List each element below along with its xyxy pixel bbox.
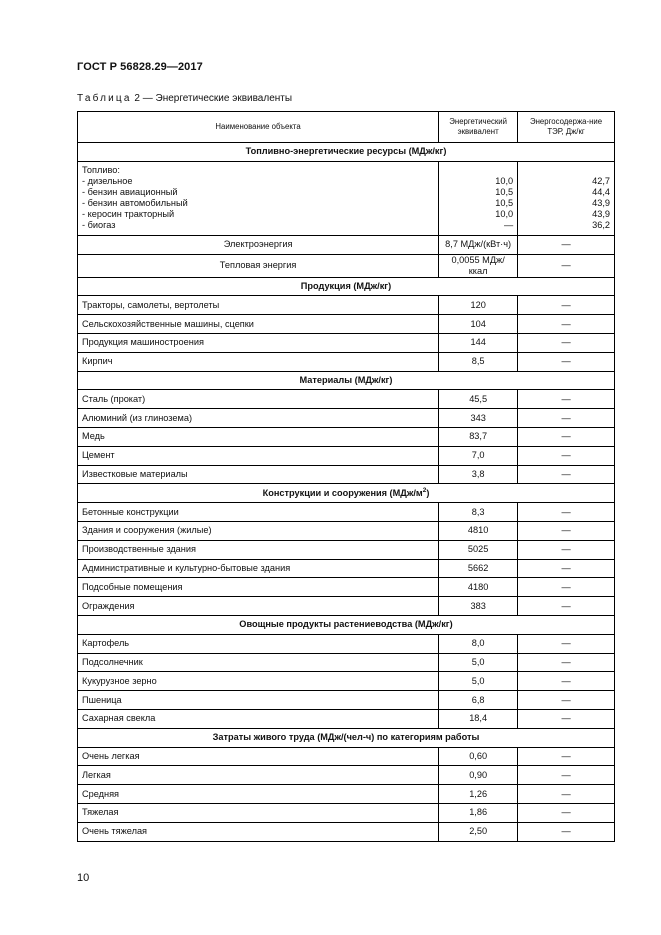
table-row [78,296,615,315]
row-equivalent: 5,0 [439,653,518,672]
page-number: 10 [77,872,90,884]
section-row-products [78,277,615,296]
section-title-text: Конструкции и сооружения (МДж/м [262,487,423,498]
table-row-fuel [78,161,615,235]
row-energy: — [518,465,615,484]
row-equivalent: 83,7 [439,427,518,446]
row-energy: — [518,352,615,371]
table-row [78,785,615,804]
fuel-equivalent: — [503,219,514,230]
row-equivalent: 343 [439,409,518,428]
row-name: Цемент [78,446,439,465]
row-energy: — [518,254,615,277]
table-row [78,578,615,597]
fuel-equivalent: 10,0 [495,175,514,186]
row-name: Пшеница [78,691,439,710]
row-equivalent: 104 [439,315,518,334]
row-equivalent: 144 [439,333,518,352]
row-name: Медь [78,427,439,446]
row-energy: — [518,559,615,578]
section-title: Продукция (МДж/кг) [78,277,615,296]
section-title: Топливно-энергетические ресурсы (МДж/кг) [78,143,615,162]
row-energy: — [518,235,615,254]
table-header-row [78,112,615,143]
table-row [78,409,615,428]
row-energy: — [518,521,615,540]
row-energy: — [518,709,615,728]
row-name: Сталь (прокат) [78,390,439,409]
row-energy: — [518,427,615,446]
table-row [78,465,615,484]
caption-text: 2 — Энергетические эквиваленты [131,93,293,104]
fuel-equivalents-cell [439,161,518,235]
table-row [78,521,615,540]
row-energy: — [518,540,615,559]
table-row [78,747,615,766]
caption-label: Таблица [77,93,132,104]
section-title: Овощные продукты растениеводства (МДж/кг) [78,615,615,634]
row-name: Здания и сооружения (жилые) [78,521,439,540]
row-energy: — [518,747,615,766]
row-name: Сельскохозяйственные машины, сцепки [78,315,439,334]
table-row [78,390,615,409]
document-header: ГОСТ Р 56828.29—2017 [77,61,203,73]
row-energy: — [518,766,615,785]
row-equivalent: 4180 [439,578,518,597]
table-row [78,503,615,522]
row-equivalent: 5025 [439,540,518,559]
column-header-equivalent: Энергетический эквивалент [439,112,518,143]
fuel-name: - керосин тракторный [82,208,175,219]
table-row [78,822,615,841]
column-header-energy: Энергосодержа-ние ТЭР, Дж/кг [518,112,615,143]
row-name: Бетонные конструкции [78,503,439,522]
row-name: Кирпич [78,352,439,371]
row-equivalent: 2,50 [439,822,518,841]
row-equivalent: 8,7 МДж/(кВт·ч) [439,235,518,254]
row-name: Тяжелая [78,803,439,822]
section-title: Материалы (МДж/кг) [78,371,615,390]
table-row [78,540,615,559]
fuel-equivalent: 10,0 [495,208,514,219]
table-row [78,597,615,616]
row-name: Очень легкая [78,747,439,766]
row-energy: — [518,653,615,672]
energy-equivalents-table [77,111,615,842]
fuel-energy: 43,9 [592,208,610,219]
row-energy: — [518,315,615,334]
section-row-fuel-resources [78,143,615,162]
row-equivalent: 5,0 [439,672,518,691]
fuel-equivalent: 10,5 [495,186,514,197]
fuel-name: - дизельное [82,175,133,186]
section-row-materials [78,371,615,390]
fuel-equivalent: 10,5 [495,197,514,208]
row-name: Электроэнергия [78,235,439,254]
section-row-labor [78,728,615,747]
row-name: Кукурузное зерно [78,672,439,691]
table-row [78,333,615,352]
fuel-name: - бензин автомобильный [82,197,188,208]
section-title: Затраты живого труда (МДж/(чел-ч) по категориям работы [78,728,615,747]
fuel-heading: Топливо: [82,164,120,175]
fuel-name: - бензин авиационный [82,186,178,197]
row-equivalent: 8,5 [439,352,518,371]
row-energy: — [518,296,615,315]
table-row [78,803,615,822]
row-name: Тепловая энергия [78,254,439,277]
section-title [78,484,615,503]
row-equivalent: 6,8 [439,691,518,710]
row-energy: — [518,446,615,465]
row-energy: — [518,578,615,597]
row-equivalent: 1,26 [439,785,518,804]
table-row [78,709,615,728]
fuel-energy: 36,2 [592,219,610,230]
table-row [78,672,615,691]
row-name: Тракторы, самолеты, вертолеты [78,296,439,315]
table-row [78,653,615,672]
table-row-electricity [78,235,615,254]
row-name: Картофель [78,634,439,653]
row-energy: — [518,503,615,522]
table-row [78,766,615,785]
row-name: Сахарная свекла [78,709,439,728]
table-row [78,559,615,578]
row-equivalent: 4810 [439,521,518,540]
row-name: Продукция машиностроения [78,333,439,352]
table-row [78,352,615,371]
row-energy: — [518,672,615,691]
row-energy: — [518,634,615,653]
section-row-constructions [78,484,615,503]
row-name: Административные и культурно-бытовые здания [78,559,439,578]
row-name: Производственные здания [78,540,439,559]
row-equivalent: 5662 [439,559,518,578]
row-energy: — [518,803,615,822]
row-equivalent: 120 [439,296,518,315]
row-name: Очень тяжелая [78,822,439,841]
row-energy: — [518,691,615,710]
row-name: Ограждения [78,597,439,616]
row-equivalent: 1,86 [439,803,518,822]
row-name: Известковые материалы [78,465,439,484]
row-equivalent: 0,60 [439,747,518,766]
row-name: Легкая [78,766,439,785]
table-row [78,634,615,653]
row-energy: — [518,390,615,409]
row-equivalent: 8,3 [439,503,518,522]
row-equivalent: 18,4 [439,709,518,728]
section-title-superscript: 2 [422,486,427,494]
row-energy: — [518,785,615,804]
row-name: Подсобные помещения [78,578,439,597]
row-equivalent: 0,0055 МДж/ккал [439,254,518,277]
fuel-energy: 44,4 [592,186,610,197]
row-name: Подсолнечник [78,653,439,672]
table-row [78,427,615,446]
row-energy: — [518,597,615,616]
fuel-energy: 43,9 [592,197,610,208]
table-caption [77,93,292,104]
fuel-names-cell [78,161,439,235]
table-row [78,446,615,465]
fuel-energy: 42,7 [592,175,610,186]
fuel-energy-cell [518,161,615,235]
row-equivalent: 45,5 [439,390,518,409]
row-energy: — [518,333,615,352]
section-title-end: ) [426,487,430,498]
column-header-name: Наименование объекта [78,112,439,143]
section-row-vegetables [78,615,615,634]
table-row-heat [78,254,615,277]
row-equivalent: 0,90 [439,766,518,785]
row-equivalent: 383 [439,597,518,616]
fuel-name: - биогаз [82,219,116,230]
row-equivalent: 3,8 [439,465,518,484]
table-row [78,315,615,334]
row-name: Средняя [78,785,439,804]
row-energy: — [518,822,615,841]
row-energy: — [518,409,615,428]
row-equivalent: 8,0 [439,634,518,653]
row-name: Алюминий (из глинозема) [78,409,439,428]
row-equivalent: 7,0 [439,446,518,465]
table-row [78,691,615,710]
